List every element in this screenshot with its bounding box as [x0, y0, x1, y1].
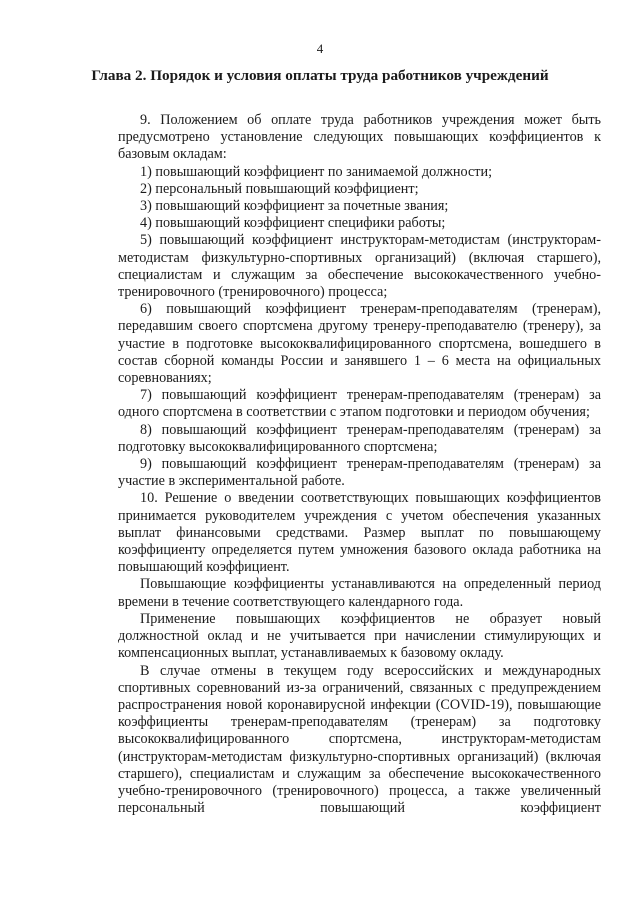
- list-item-9: 9) повышающий коэффициент тренерам-преподавателям (тренерам) за участие в экспериментальной работе.: [118, 456, 601, 490]
- list-item-2: 2) персональный повышающий коэффициент;: [140, 180, 419, 197]
- document-body: [118, 112, 601, 817]
- list-item-8: 8) повышающий коэффициент тренерам-преподавателям (тренерам) за подготовку высококвалифицированного спортсмена;: [118, 421, 601, 455]
- paragraph-coefficients-period: Повышающие коэффициенты устанавливаются на определенный период времени в течение соответствующего календарного года.: [118, 576, 601, 610]
- list-item-5: 5) повышающий коэффициент инструкторам-методистам (инструкторам-методистам физкультурно-спортивных организаций) (включая старшего), специалистам и служащим за обеспечение высококачественного учебно-тренировочного (тренировочного) процесса;: [118, 232, 601, 301]
- paragraph-application: Применение повышающих коэффициентов не образует новый должностной оклад и не учитывается при начислении стимулирующих и компенсационных выплат, устанавливаемых к базовому окладу.: [118, 610, 601, 662]
- paragraph-10: 10. Решение о введении соответствующих повышающих коэффициентов принимается руководителем учреждения с учетом обеспечения указанных выплат финансовыми средствами. Размер выплат по повышающему коэффициенту определяется путем умножения базового оклада работника на повышающий коэффициент.: [118, 490, 601, 576]
- chapter-title: Глава 2. Порядок и условия оплаты труда работников учреждений: [91, 67, 549, 84]
- paragraph-covid: В случае отмены в текущем году всероссийских и международных спортивных соревнований из-за ограничений, связанных с предупреждением распространения новой коронавирусной инфекции (COVID-19), повышающие коэффициенты тренерам-преподавателям (тренерам) за подготовку высококвалифицированного спортсмена, инструкторам-методистам (инструкторам-методистам физкультурно-спортивных организаций) (включая старшего), специалистам и служащим за обеспечение высококачественного учебно-тренировочного (тренировочного) процесса, а также увеличенный персональный повышающий коэффициент: [118, 662, 601, 817]
- list-item-6: 6) повышающий коэффициент тренерам-преподавателям (тренерам), передавшим своего спортсмена другому тренеру-преподавателю (тренеру), за участие в подготовке высококвалифицированного спортсмена, вошедшего в состав сборной команды России и занявшего 1 – 6 места на официальных соревнованиях;: [118, 301, 601, 387]
- list-item-4: 4) повышающий коэффициент специфики работы;: [140, 215, 446, 232]
- list-item-1: 1) повышающий коэффициент по занимаемой должности;: [140, 163, 493, 180]
- list-item-3: 3) повышающий коэффициент за почетные звания;: [140, 198, 449, 215]
- list-item-7: 7) повышающий коэффициент тренерам-преподавателям (тренерам) за одного спортсмена в соответствии с этапом подготовки и периодом обучения;: [118, 387, 601, 421]
- page-number: 4: [316, 41, 324, 56]
- paragraph-9: 9. Положением об оплате труда работников учреждения может быть предусмотрено установление следующих повышающих коэффициентов к базовым окладам:: [118, 112, 601, 163]
